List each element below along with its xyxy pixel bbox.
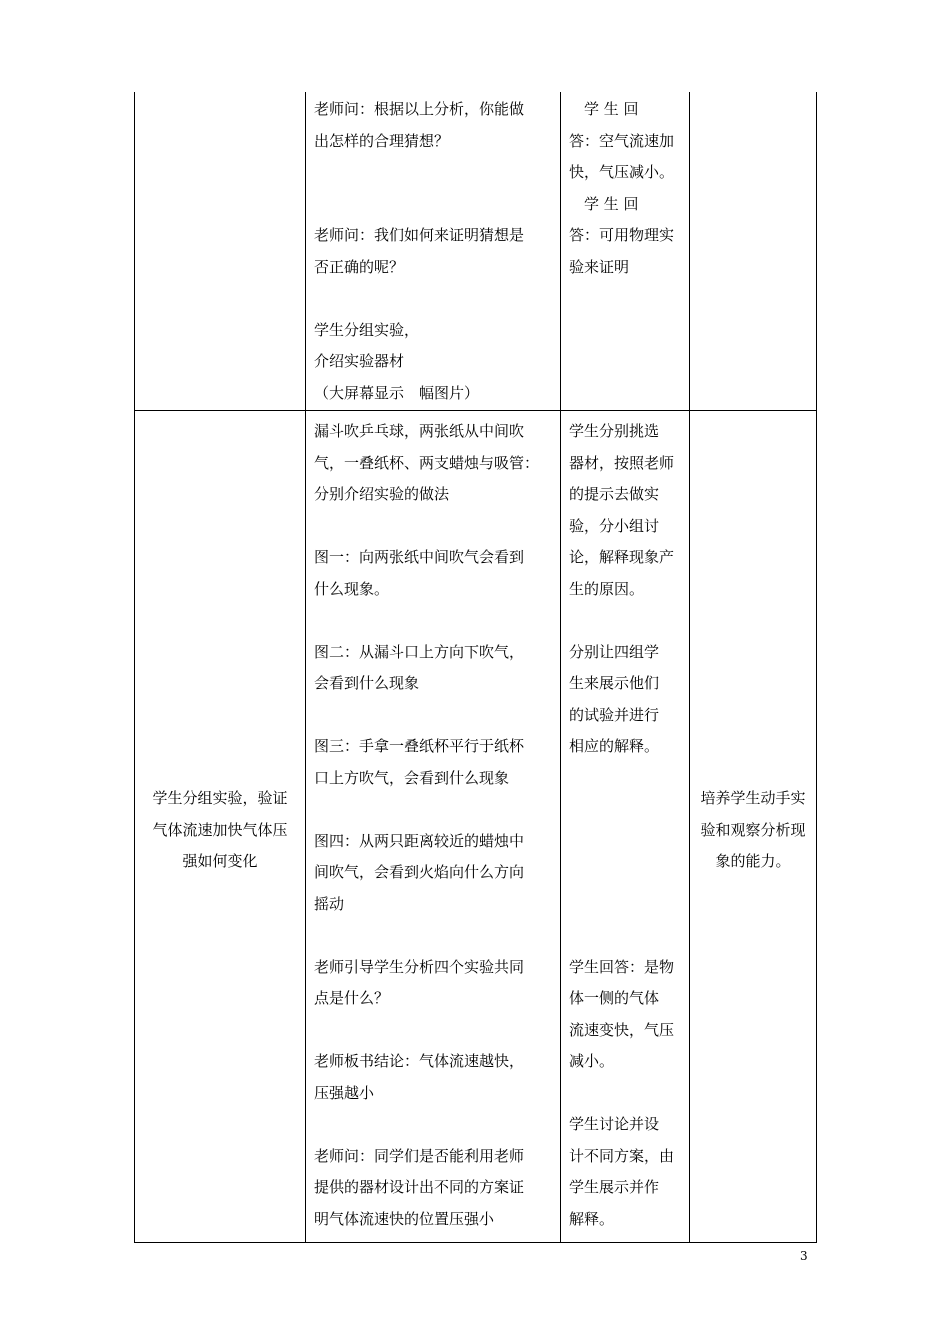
text-line: 老师引导学生分析四个实验共同 xyxy=(314,957,525,976)
text-line: 相应的解释。 xyxy=(569,737,660,755)
text-line xyxy=(314,1015,539,1047)
text-line: 象的能力。 xyxy=(715,852,791,870)
text-line: 出怎样的合理猜想？ xyxy=(314,131,450,150)
text-line xyxy=(314,1109,539,1141)
text-line: 学生回答：是物 xyxy=(569,957,675,976)
text-line: 的试验并进行 xyxy=(569,705,660,724)
text-line: 分别介绍实验的做法 xyxy=(314,485,450,503)
text-line xyxy=(569,1078,674,1110)
text-line xyxy=(314,511,539,543)
text-line: 验来证明 xyxy=(569,257,630,276)
text-line: 答：可用物理实 xyxy=(569,226,675,244)
text-line xyxy=(569,605,674,637)
text-line: 否正确的呢？ xyxy=(314,257,405,276)
text-line: 什么现象。 xyxy=(314,579,390,598)
text-line: 流速变快，气压 xyxy=(569,1020,675,1039)
page-number: 3 xyxy=(800,1249,808,1263)
table-border-right xyxy=(816,92,817,1243)
text-line: 强如何变化 xyxy=(182,852,258,870)
column-divider-1 xyxy=(305,92,306,1243)
text-line: 图四：从两只距离较近的蜡烛中 xyxy=(314,831,525,850)
text-line: 学生展示并作 xyxy=(569,1178,660,1196)
text-line: 摇动 xyxy=(314,894,345,913)
text-line: 老师问：我们如何来证明猜想是 xyxy=(314,226,525,244)
row1-student-activity xyxy=(569,94,674,283)
text-line: 图一：向两张纸中间吹气会看到 xyxy=(314,548,525,566)
text-line: 口上方吹气，会看到什么现象 xyxy=(314,768,510,787)
text-line: 图三：手拿一叠纸杯平行于纸杯 xyxy=(314,737,525,755)
text-line xyxy=(569,826,674,858)
text-line: 器材，按照老师 xyxy=(569,453,675,472)
row2-design-purpose xyxy=(690,783,816,878)
text-line xyxy=(314,794,539,826)
text-line: 老师板书结论：气体流速越快， xyxy=(314,1052,525,1070)
text-line: 间吹气，会看到火焰向什么方向 xyxy=(314,863,525,881)
text-line: 分别让四组学 xyxy=(569,642,660,661)
row1-teacher-activity xyxy=(314,94,524,409)
text-line: 培养学生动手实 xyxy=(700,789,806,807)
text-line xyxy=(314,700,539,732)
text-line: （大屏幕显示 幅图片） xyxy=(314,383,480,402)
text-line: 学生讨论并设 xyxy=(569,1115,660,1133)
text-line: 学 生 回 xyxy=(569,100,639,118)
text-line xyxy=(569,794,674,826)
text-line: 的提示去做实 xyxy=(569,485,660,503)
text-line: 气，一叠纸杯、两支蜡烛与吸管： xyxy=(314,453,540,472)
text-line: 答：空气流速加 xyxy=(569,131,675,150)
text-line: 图二：从漏斗口上方向下吹气， xyxy=(314,642,525,661)
text-line: 体一侧的气体 xyxy=(569,989,660,1007)
text-line xyxy=(314,189,524,221)
text-line: 老师问：根据以上分析，你能做 xyxy=(314,100,525,118)
text-line: 漏斗吹乒乓球，两张纸从中间吹 xyxy=(314,422,525,440)
column-divider-3 xyxy=(689,92,690,1243)
text-line: 生来展示他们 xyxy=(569,674,660,692)
text-line: 验和观察分析现 xyxy=(700,820,806,839)
text-line xyxy=(569,763,674,795)
text-line: 验，分小组讨 xyxy=(569,516,660,535)
text-line: 学 生 回 xyxy=(569,194,639,213)
text-line xyxy=(314,605,539,637)
text-line xyxy=(314,157,524,189)
text-line: 提供的器材设计出不同的方案证 xyxy=(314,1178,525,1196)
text-line: 解释。 xyxy=(569,1209,615,1228)
text-line: 明气体流速快的位置压强小 xyxy=(314,1209,495,1228)
text-line: 介绍实验器材 xyxy=(314,352,405,370)
text-line: 论，解释现象产 xyxy=(569,548,675,566)
text-line xyxy=(569,920,674,952)
text-line: 学生分别挑选 xyxy=(569,422,660,440)
table-border-bottom xyxy=(134,1242,817,1243)
text-line xyxy=(569,889,674,921)
text-line: 计不同方案，由 xyxy=(569,1146,675,1165)
text-line: 学生分组实验， xyxy=(314,320,420,339)
table-border-left xyxy=(134,92,135,1243)
text-line: 气体流速加快气体压 xyxy=(152,820,288,839)
text-line: 快，气压减小。 xyxy=(569,163,675,181)
text-line: 会看到什么现象 xyxy=(314,674,420,692)
text-line: 生的原因。 xyxy=(569,579,645,598)
text-line xyxy=(314,920,539,952)
row2-stage xyxy=(136,783,304,878)
text-line xyxy=(314,283,524,315)
text-line xyxy=(569,857,674,889)
text-line: 学生分组实验，验证 xyxy=(152,789,288,807)
text-line: 点是什么？ xyxy=(314,989,390,1007)
text-line: 压强越小 xyxy=(314,1083,375,1102)
column-divider-2 xyxy=(560,92,561,1243)
text-line: 减小。 xyxy=(569,1052,615,1070)
row2-teacher-activity xyxy=(314,416,539,1235)
row2-student-activity xyxy=(569,416,674,1235)
row-divider xyxy=(134,410,817,411)
text-line: 老师问：同学们是否能利用老师 xyxy=(314,1146,525,1165)
